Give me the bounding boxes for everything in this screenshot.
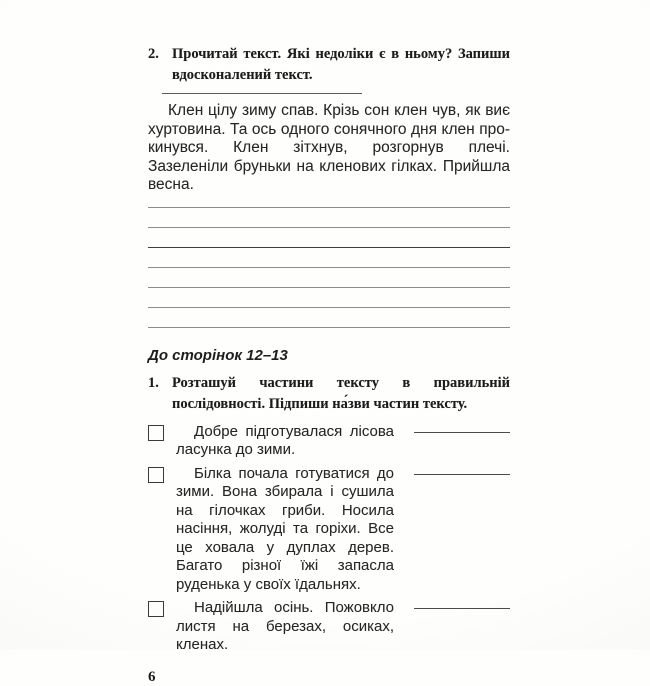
writing-lines — [148, 195, 510, 328]
sequence-item-1 — [148, 423, 510, 460]
heading-divider-line — [162, 93, 362, 94]
writing-line[interactable] — [148, 248, 510, 268]
sequence-item-3 — [148, 599, 510, 655]
part-name-answer-line-1[interactable] — [414, 432, 510, 433]
item-3-text: Надійшла осінь. Пожовкло листя на березах, осиках, кленах. — [176, 599, 394, 653]
task1-heading — [148, 373, 510, 415]
page-content — [148, 44, 510, 686]
part-name-answer-line-3[interactable] — [414, 608, 510, 609]
section-reference: До сторінок 12–13 — [148, 346, 288, 364]
writing-line[interactable] — [148, 228, 510, 248]
task1-number: 1. — [148, 374, 159, 391]
order-checkbox-2[interactable] — [148, 467, 164, 483]
writing-line[interactable] — [148, 308, 510, 328]
writing-line[interactable] — [148, 268, 510, 288]
part-name-answer-line-2[interactable] — [414, 474, 510, 475]
item-2-text: Білка почала готуватися до зими. Вона збирала і сушила на гілочках гриби. Носила насіння, жолуді та горіхи. Все це ховала у дуплах дерев. Багато різної їжі запасла руденька у своїх їдальнях. — [176, 464, 394, 593]
task2-number: 2. — [148, 46, 159, 62]
task2-heading — [148, 44, 510, 86]
page-number: 6 — [148, 668, 156, 685]
order-checkbox-1[interactable] — [148, 425, 164, 441]
order-checkbox-3[interactable] — [148, 601, 164, 617]
sequence-items — [148, 423, 510, 655]
task2-prompt: Прочитай текст. Які недоліки є в ньому? Запиши вдосконалений текст. — [172, 46, 510, 83]
writing-line[interactable] — [148, 208, 510, 228]
sequence-item-2 — [148, 465, 510, 595]
task1-prompt: Розташуй частини тексту в правильній послідовності. Підпиши на́зви частин тексту. — [172, 374, 510, 412]
writing-line[interactable] — [148, 288, 510, 308]
task2-passage: Клен цілу зиму спав. Крізь сон клен чув, як виє хуртовина. Та ось одного сонячного дня клен прокинувся. Клен зітхнув, розгорнув плечі. Зазеленіли бруньки на кленових гілках. Прийшла весна. — [148, 102, 510, 193]
writing-line[interactable] — [148, 195, 510, 208]
item-1-text: Добре підготувалася лісова ласунка до зими. — [176, 422, 394, 458]
